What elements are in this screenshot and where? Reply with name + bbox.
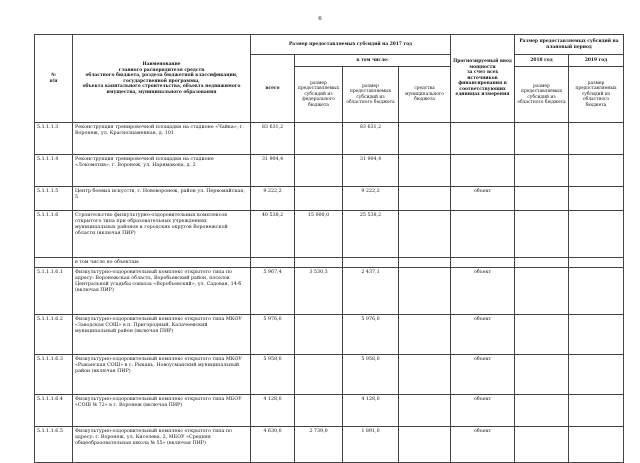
row-federal: 3 530,3 [295,268,343,315]
row-federal [295,395,343,427]
row-capacity [451,123,515,155]
row-num: 5.1.1.1.6.5 [35,427,73,463]
row-federal [295,155,343,187]
row-regional: 83 631,2 [343,123,399,155]
table-row [35,211,624,258]
row-name: Центр боевых искусств, г. Нововоронеж, район ул. Первомайская, 5 [73,187,251,211]
row-num: 5.1.1.1.6.3 [35,355,73,395]
row-num: 5.1.1.1.6 [35,211,73,258]
header-federal: размер предоставляемых субсидий из федерального бюджета [295,67,343,123]
header-num: № п/п [35,35,73,123]
row-name: в том числе по объектам: [73,258,251,268]
row-regional [343,258,399,268]
row-capacity: объект [451,427,515,463]
row-total: 9 222,2 [251,187,295,211]
row-municipal [399,123,451,155]
row-federal [295,123,343,155]
row-regional: 2 437,1 [343,268,399,315]
row-2019 [569,395,624,427]
row-name: Строительство физкультурно-оздоровительных комплексов открытого типа при образовательных учреждениях муниципальных районов и городских округов Воронежской области (включая ПИР) [73,211,251,258]
header-2019-sub: размер предоставляемых субсидий из областного бюджета [569,67,624,123]
row-capacity: объект [451,395,515,427]
row-2019 [569,211,624,258]
row-regional: 5 958,0 [343,355,399,395]
row-capacity [451,258,515,268]
row-capacity [451,155,515,187]
row-2019 [569,315,624,355]
row-federal [295,355,343,395]
row-num: 5.1.1.1.6.2 [35,315,73,355]
row-num [35,258,73,268]
row-capacity [451,211,515,258]
row-municipal [399,355,451,395]
row-name: Реконструкция тренировочной площадки на стадионе «Чайка», г. Воронеж, ул. Краснознаменная, д. 101 [73,123,251,155]
subsidy-table [34,34,624,463]
header-2018: 2018 год [515,55,569,67]
row-federal [295,258,343,268]
row-2019 [569,258,624,268]
row-capacity: объект [451,187,515,211]
header-municipal: средства муниципального бюджета [399,67,451,123]
row-total: 5 958,0 [251,355,295,395]
row-2018 [515,211,569,258]
row-2019 [569,427,624,463]
table-row [35,258,624,268]
table-row [35,395,624,427]
header-name: Наименование главного распорядителя средств областного бюджета, раздела бюджетной классификации, государственной программы, объекта капитального строительства, объекта недвижимого имущества, муниципального образования [73,35,251,123]
row-name: Физкультурно-оздоровительный комплекс открытого типа по адресу: Воронежская область, Воробьевский район, поселок Центральной усадьбы совхоза «Воробьевский», ул. Садовая, 14-б (включая ПИР) [73,268,251,315]
row-total: 5 976,0 [251,315,295,355]
row-2018 [515,187,569,211]
row-2018 [515,427,569,463]
row-total: 40 538,2 [251,211,295,258]
row-municipal [399,211,451,258]
row-municipal [399,395,451,427]
row-municipal [399,258,451,268]
row-capacity: объект [451,355,515,395]
table-row [35,187,624,211]
row-2019 [569,355,624,395]
header-2018-sub: размер предоставляемых субсидий из областного бюджета [515,67,569,123]
row-num: 5.1.1.1.3 [35,123,73,155]
page-number: 6 [318,16,322,22]
header-capacity: Прогнозируемый ввод мощности за счет всех источников финансирования в соответствующих единицах измерения [451,35,515,123]
row-name: Физкультурно-оздоровительный комплекс открытого типа по адресу: г. Воронеж, ул. Киселева, 2, МБОУ «Средняя общеобразовательная школа № 55» (включая ПИР) [73,427,251,463]
row-capacity: объект [451,315,515,355]
header-regional: размер предоставляемых субсидий из областного бюджета [343,67,399,123]
row-2018 [515,315,569,355]
row-num: 5.1.1.1.4 [35,155,73,187]
row-regional: 4 128,0 [343,395,399,427]
row-num: 5.1.1.1.5 [35,187,73,211]
header-subsidy-2017: Размер предоставляемых субсидий на 2017 год [251,35,451,55]
row-regional: 31 904,4 [343,155,399,187]
row-total: 4 128,0 [251,395,295,427]
row-2019 [569,268,624,315]
table-row [35,268,624,315]
header-including: в том числе: [295,55,451,67]
row-municipal [399,187,451,211]
row-federal [295,187,343,211]
row-name: Реконструкция тренировочной площадки на стадионе «Локомотив», г. Воронеж, ул. Наримакова, д. 2 [73,155,251,187]
row-municipal [399,315,451,355]
row-2018 [515,258,569,268]
row-municipal [399,427,451,463]
table-row [35,155,624,187]
table-row [35,355,624,395]
row-total [251,258,295,268]
row-2018 [515,355,569,395]
table-row [35,315,624,355]
row-federal: 2 739,0 [295,427,343,463]
header-2019: 2019 год [569,55,624,67]
row-total: 5 967,4 [251,268,295,315]
table-row [35,123,624,155]
row-regional: 9 222,2 [343,187,399,211]
row-2019 [569,187,624,211]
row-2018 [515,395,569,427]
row-regional: 1 891,0 [343,427,399,463]
row-federal: 15 000,0 [295,211,343,258]
row-name: Физкультурно-оздоровительный комплекс открытого типа МБОУ «СОШ № 72» в г. Воронеж (включая ПИР) [73,395,251,427]
header-total: всего [251,55,295,123]
row-name: Физкультурно-оздоровительный комплекс открытого типа МКОУ «Рыканская СОШ» в с. Рыкань, Новоусманский муниципальный район (включая ПИР) [73,355,251,395]
row-2018 [515,155,569,187]
row-name: Физкультурно-оздоровительный комплекс открытого типа МКОУ «Заводская СОШ» в п. Пригородный, Калачеевский муниципальный район (включая ПИР) [73,315,251,355]
row-2018 [515,123,569,155]
row-total: 31 904,4 [251,155,295,187]
row-2019 [569,155,624,187]
table-row [35,427,624,463]
row-capacity: объект [451,268,515,315]
row-num: 5.1.1.1.6.1 [35,268,73,315]
row-num: 5.1.1.1.6.4 [35,395,73,427]
row-municipal [399,155,451,187]
row-federal [295,315,343,355]
row-regional: 25 538,2 [343,211,399,258]
row-total: 83 631,2 [251,123,295,155]
row-total: 4 630,0 [251,427,295,463]
table-body [35,123,624,463]
table-header [35,35,624,123]
row-2018 [515,268,569,315]
header-planned: Размер предоставляемых субсидий на плановый период [515,35,624,55]
row-2019 [569,123,624,155]
row-municipal [399,268,451,315]
row-regional: 5 976,0 [343,315,399,355]
